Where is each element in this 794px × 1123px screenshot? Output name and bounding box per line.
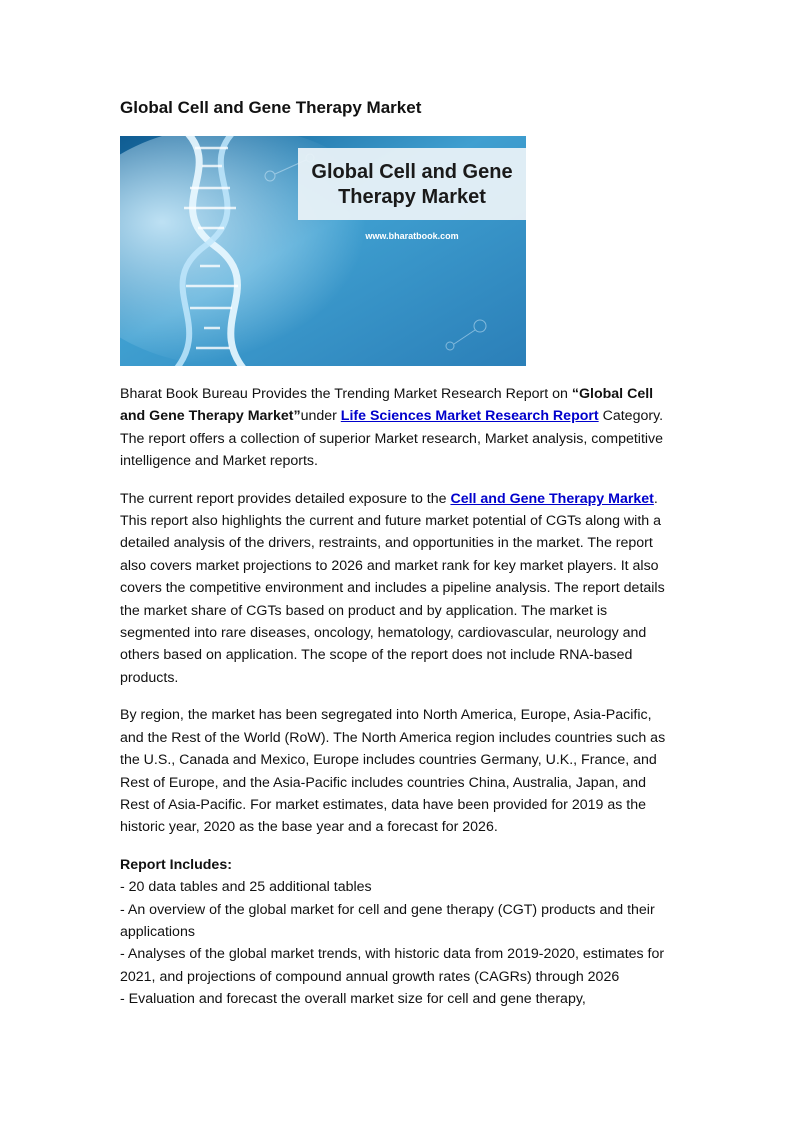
intro-text-1: Bharat Book Bureau Provides the Trending Market Research Report on (120, 386, 572, 402)
list-item: - Evaluation and forecast the overall market size for cell and gene therapy, (120, 991, 586, 1008)
intro-text-2: under (300, 408, 341, 425)
hero-image (120, 136, 526, 366)
exposure-text-1: The current report provides detailed exposure to the (120, 490, 451, 507)
hero-url: www.bharatbook.com (365, 231, 459, 241)
cell-gene-therapy-market-link[interactable]: Cell and Gene Therapy Market (450, 490, 654, 507)
report-includes-list (120, 876, 676, 1010)
list-item: - An overview of the global market for cell and gene therapy (CGT) products and their applications (120, 901, 655, 940)
hero-heading-line1: Global Cell and Gene (311, 161, 513, 183)
intro-text-3: Category. The report offers a collection of superior Market research, Market analysis, competitive intelligence and Market reports. (120, 408, 664, 470)
intro-report-name: “Global Cell and Gene Therapy Market” (120, 386, 654, 425)
hero-heading-line2: Therapy Market (338, 186, 486, 208)
page-title: Global Cell and Gene Therapy Market (120, 98, 422, 117)
list-item: - Analyses of the global market trends, with historic data from 2019-2020, estimates for 2021, and projections of compound annual growth rates (CAGRs) through 2026 (120, 946, 665, 985)
intro-paragraph (120, 383, 676, 473)
list-item: - 20 data tables and 25 additional tables (120, 879, 372, 896)
hero-title-panel (298, 148, 526, 220)
dna-illustration (120, 136, 526, 366)
article-body (120, 383, 676, 1011)
exposure-paragraph (120, 488, 676, 690)
exposure-text-2: . This report also highlights the current and future market potential of CGTs along with a detailed analysis of the drivers, restraints, and opportunities in the market. The report also covers market projections to 2026 and market rank for key market players. It also covers the competitive environment and includes a pipeline analysis. The report details the market share of CGTs based on product and by application. The market is segmented into rare diseases, oncology, hematology, cardiovascular, neurology and others based on application. The scope of the report does not include RNA-based products. (120, 490, 665, 686)
life-sciences-link[interactable]: Life Sciences Market Research Report (340, 408, 599, 425)
report-includes-heading: Report Includes: (120, 856, 232, 873)
region-paragraph: By region, the market has been segregated into North America, Europe, Asia-Pacific, and the Rest of the World (RoW). The North America region includes countries such as the U.S., Canada and Mexico, Europe includes countries Germany, U.K., France, and Rest of Europe, and the Asia-Pacific includes countries China, Australia, Japan, and Rest of Asia-Pacific. For market estimates, data have been provided for 2019 as the historic year, 2020 as the base year and a forecast for 2026. (120, 707, 666, 836)
